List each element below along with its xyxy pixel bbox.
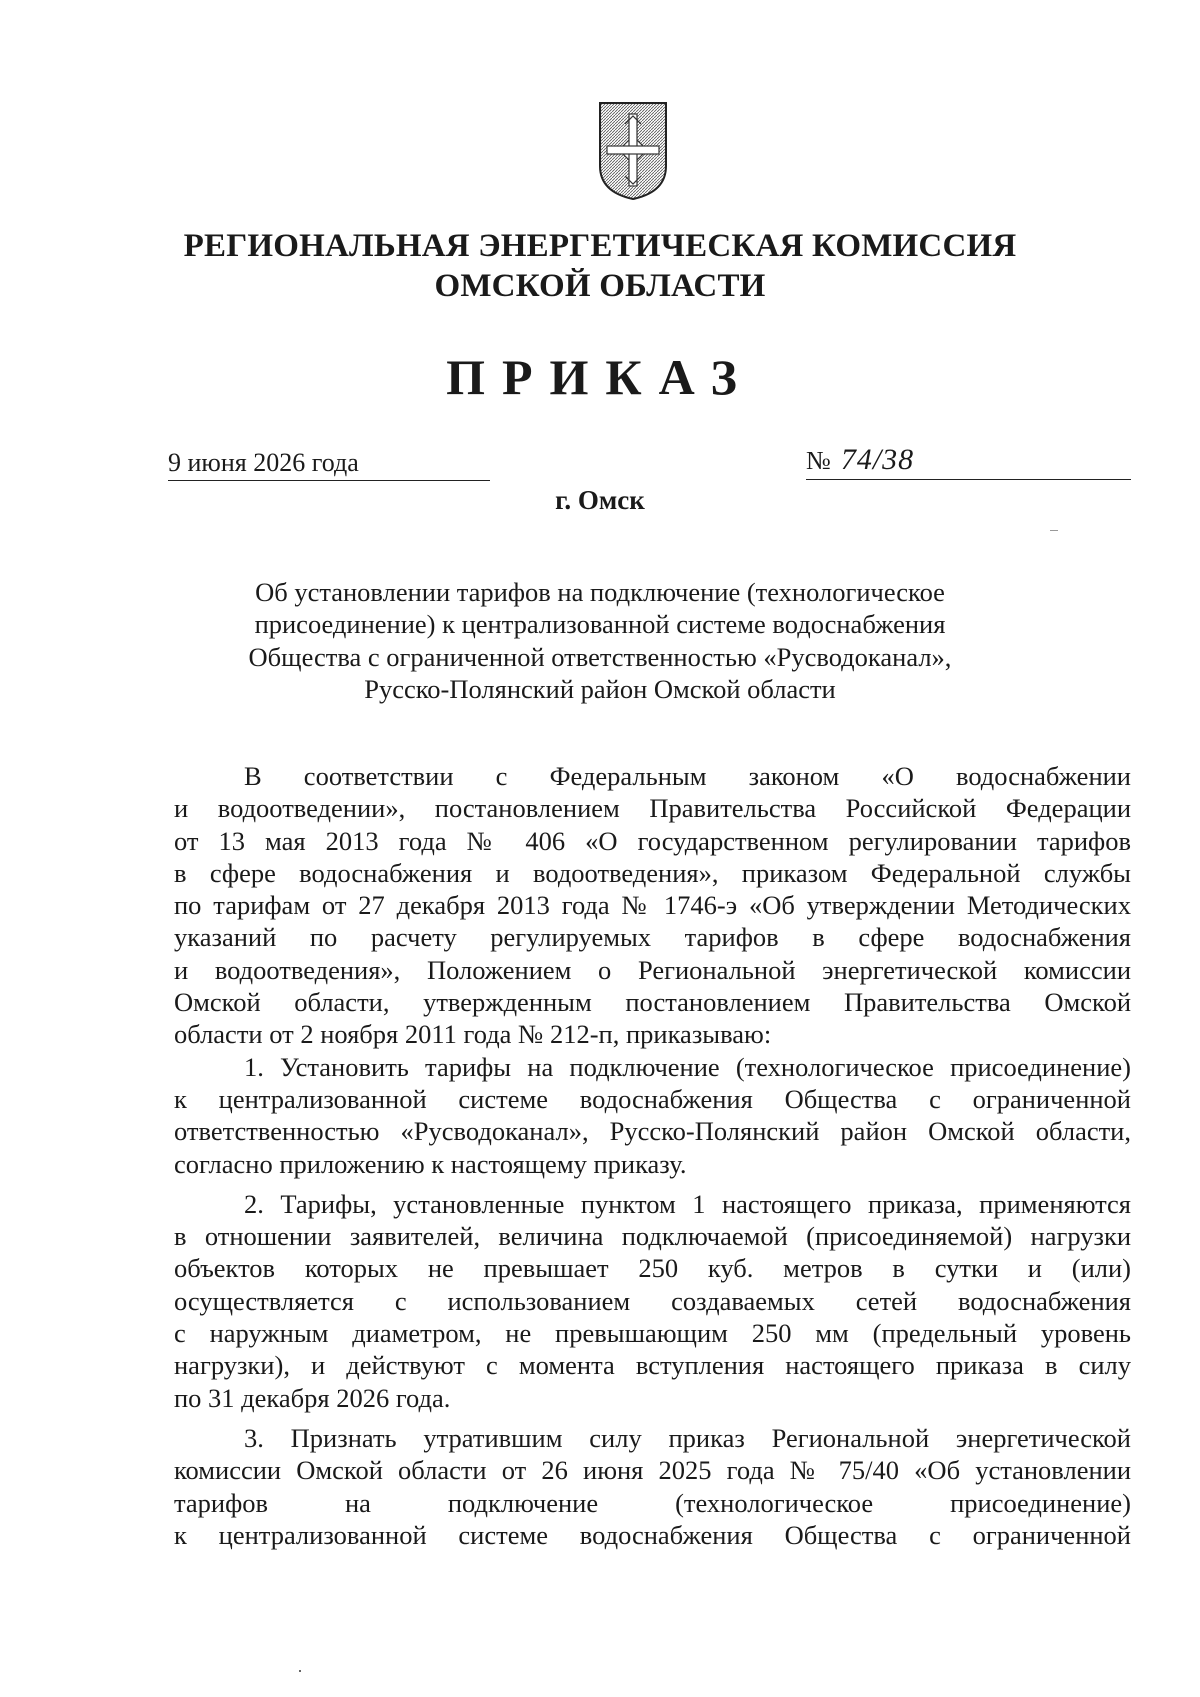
order-subject: [0, 576, 1200, 705]
item-2-paragraph: [174, 1188, 1131, 1414]
body-line: ответственностью «Русводоканал», Русско-Полянский район Омской области,: [174, 1116, 1131, 1147]
body-line: согласно приложению к настоящему приказу.: [174, 1148, 687, 1179]
subject-line: Об установлении тарифов на подключение (технологическое: [255, 577, 945, 607]
body-line: осуществляется с использованием создаваемых сетей водоснабжения: [174, 1285, 1131, 1316]
number-sign: №: [806, 446, 831, 475]
body-line: и водоотведении», постановлением Правительства Российской Федерации: [174, 793, 1131, 824]
omsk-coat-of-arms-emblem: [597, 100, 669, 202]
organization-name-line2: ОМСКОЙ ОБЛАСТИ: [434, 268, 766, 304]
subject-line: присоединение) к централизованной системе водоснабжения: [254, 609, 946, 640]
document-type-title: ПРИКАЗ: [446, 349, 754, 405]
preamble-paragraph: [174, 760, 1131, 1051]
organization-name-line1: РЕГИОНАЛЬНАЯ ЭНЕРГЕТИЧЕСКАЯ КОМИССИЯ: [183, 228, 1017, 264]
body-line: Омской области, утвержденным постановлением Правительства Омской: [174, 987, 1131, 1018]
order-number: [806, 444, 1131, 480]
body-line: комиссии Омской области от 26 июня 2025 года № 75/40 «Об установлении: [174, 1455, 1131, 1486]
body-line: по 31 декабря 2026 года.: [174, 1382, 451, 1413]
scan-speck: [299, 1670, 301, 1672]
body-line: по тарифам от 27 декабря 2013 года № 1746-э «Об утверждении Методических: [174, 890, 1131, 921]
order-date: 9 июня 2026 года: [168, 448, 490, 481]
city-name: г. Омск: [555, 485, 645, 515]
body-line: В соответствии с Федеральным законом «О водоснабжении: [244, 761, 1131, 791]
body-line: области от 2 ноября 2011 года № 212-п, приказываю:: [174, 1019, 772, 1050]
body-line: к централизованной системе водоснабжения Общества с ограниченной: [174, 1083, 1131, 1114]
body-line: нагрузки), и действуют с момента вступления настоящего приказа в силу: [174, 1350, 1131, 1381]
body-line: 1. Установить тарифы на подключение (технологическое присоединение): [244, 1051, 1131, 1082]
scan-mark: [1050, 530, 1058, 531]
subject-line: Общества с ограниченной ответственностью «Русводоканал»,: [248, 641, 952, 672]
body-line: с наружным диаметром, не превышающим 250 мм (предельный уровень: [174, 1318, 1131, 1349]
body-line: указаний по расчету регулируемых тарифов в сфере водоснабжения: [174, 922, 1131, 953]
subject-line: Русско-Полянский район Омской области: [364, 673, 836, 704]
body-line: к централизованной системе водоснабжения Общества с ограниченной: [174, 1519, 1131, 1550]
handwritten-order-number: 74/38: [840, 443, 915, 476]
body-line: и водоотведения», Положением о Региональной энергетической комиссии: [174, 954, 1131, 985]
body-line: тарифов на подключение (технологическое присоединение): [174, 1487, 1131, 1518]
body-line: объектов которых не превышает 250 куб. метров в сутки и (или): [174, 1253, 1131, 1284]
body-line: от 13 мая 2013 года № 406 «О государственном регулировании тарифов: [174, 825, 1131, 856]
body-line: 2. Тарифы, установленные пунктом 1 настоящего приказа, применяются: [244, 1188, 1131, 1219]
item-3-paragraph: [174, 1422, 1131, 1551]
item-1-paragraph: [174, 1051, 1131, 1180]
order-body: [174, 760, 1131, 1551]
body-line: в отношении заявителей, величина подключаемой (присоединяемой) нагрузки: [174, 1221, 1131, 1252]
body-line: 3. Признать утратившим силу приказ Региональной энергетической: [244, 1422, 1131, 1453]
body-line: в сфере водоснабжения и водоотведения», приказом Федеральной службы: [174, 857, 1131, 888]
